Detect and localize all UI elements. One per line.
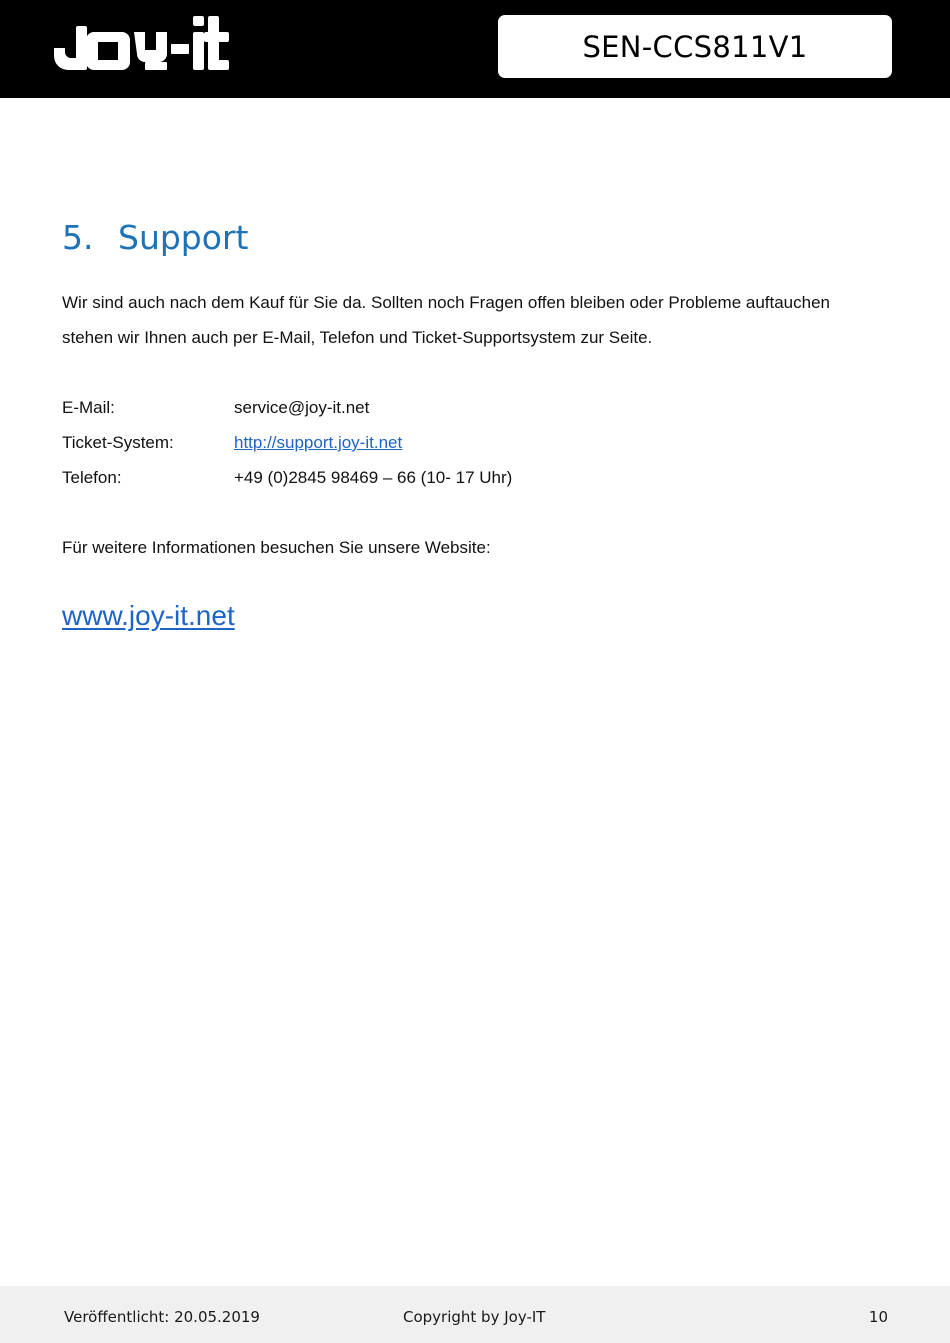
- intro-line-2: stehen wir Ihnen auch per E-Mail, Telefon und Ticket-Supportsystem zur Seite.: [62, 328, 653, 347]
- footer-published-date: Veröffentlicht: 20.05.2019: [64, 1308, 260, 1326]
- website-link[interactable]: www.joy-it.net: [62, 600, 235, 631]
- section-heading: [62, 218, 248, 257]
- website-intro: Für weitere Informationen besuchen Sie unsere Website:: [62, 538, 491, 557]
- contact-row-phone: [62, 460, 512, 495]
- product-code-box: [498, 15, 892, 78]
- page-header: [0, 0, 950, 98]
- contact-list: [62, 390, 512, 495]
- joy-it-logo: [54, 12, 229, 74]
- footer-copyright: Copyright by Joy-IT: [403, 1308, 546, 1326]
- ticket-label: Ticket-System:: [62, 433, 174, 452]
- product-code: SEN-CCS811V1: [582, 29, 808, 64]
- phone-label: Telefon:: [62, 468, 122, 487]
- contact-row-ticket: [62, 425, 512, 460]
- page-footer: [0, 1286, 950, 1343]
- contact-row-email: [62, 390, 512, 425]
- section-number: 5.: [62, 218, 94, 258]
- section-title: Support: [118, 218, 249, 258]
- phone-value: +49 (0)2845 98469 – 66 (10- 17 Uhr): [234, 468, 513, 487]
- ticket-link[interactable]: http://support.joy-it.net: [234, 433, 403, 452]
- email-label: E-Mail:: [62, 398, 115, 417]
- intro-line-1: Wir sind auch nach dem Kauf für Sie da. Sollten noch Fragen offen bleiben oder Probleme auftauchen: [62, 293, 830, 312]
- footer-page-number: 10: [868, 1308, 888, 1326]
- intro-paragraph: [62, 285, 902, 355]
- email-value: service@joy-it.net: [234, 398, 370, 417]
